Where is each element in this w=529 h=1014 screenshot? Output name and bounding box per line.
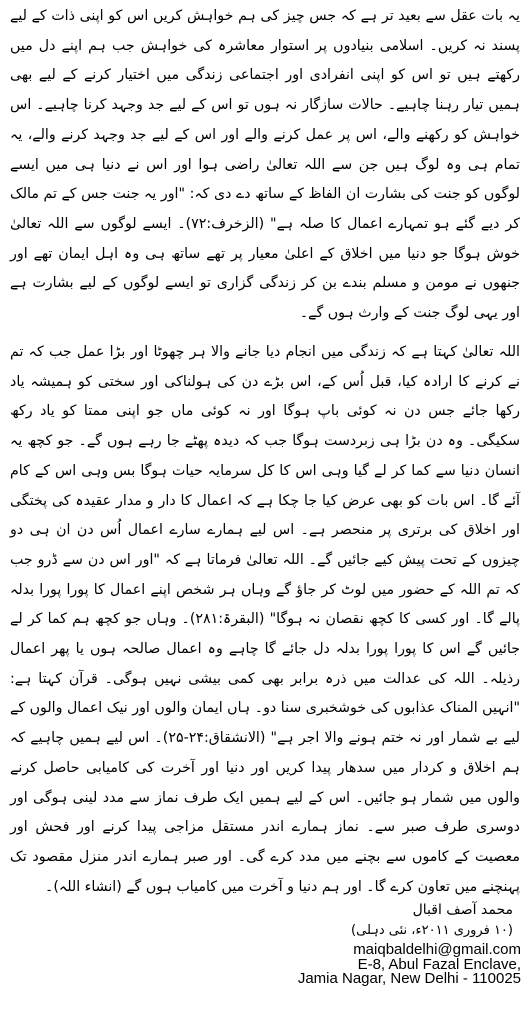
address-line-1: E-8, Abul Fazal Enclave, [357,956,521,973]
paragraph-1: یہ بات عقل سے بعید تر ہے کہ جس چیز کی ہم خواہش کریں اس کو اپنی ذات کے لیے پسند نہ کریں۔ اسلامی بنیادوں پر استوار معاشرہ کی خواہش جب ہم اپنے دل میں رکھتے ہیں تو اس کو اپنی انفرادی اور اجتماعی زندگی میں اختیار کرنے کے لیے بھی ہمیں تیار رہنا چاہیے۔ حالات سازگار نہ ہوں تو اس کے لیے جد وجہد کرنا چاہیے۔ اس خواہش کو رکھنے والے، اس پر عمل کرنے والے اور اس کے لیے جد وجہد کرنے والے، یہ تمام ہی وہ لوگ ہیں جن سے اللہ تعالیٰ راضی ہوا اور اس نے دنیا ہی میں ایسے لوگوں کو جنت کی بشارت ان الفاظ کے ساتھ دے دی کہ: "اور یہ جنت جس کے تم مالک کر دیے گئے ہو تمہارے اعمال کا صلہ ہے" (الزخرف:۷۲)۔ ایسے لوگوں سے اللہ تعالیٰ خوش ہوگا جو دنیا میں اخلاق کے اعلیٰ معیار پر تھے ساتھ ہی وہ اہل ایمان تھے اور جنھوں نے مومن و مسلم بندے بن کر زندگی گزاری تو ایسے لوگوں کے لیے بشارت ہے اور یہی لوگ جنت کے وارث ہوں گے۔ [10,8,520,322]
date-line: (۱۰ فروری ۲۰۱۱ء، نئی دہلی) [351,923,513,938]
author-email: maiqbaldelhi@gmail.com [353,941,521,958]
author-name: محمد آصف اقبال [412,902,513,918]
address-line-2: Jamia Nagar, New Delhi - 110025 [297,970,521,987]
paragraph-2: اللہ تعالیٰ کہتا ہے کہ زندگی میں انجام دیا جانے والا ہر چھوٹا اور بڑا عمل جب کہ تم نے کرنے کا ارادہ کیا، قبل اُس کے، اس بڑے دن کی ہولناکی اور سختی کو ہمیشہ یاد رکھا جائے جس دن نہ کوئی باپ ہوگا اور نہ کوئی ماں جو اپنی ممتا کو یاد رکھ سکیگی۔ وہ دن بڑا ہی زبردست ہوگا جب کہ دیدہ پھٹے جا رہے ہوں گے۔ جو کچھ یہ انسان دنیا سے کما کر لے گیا وہی اس کا کل سرمایہ حیات ہوگا بس وہی اس کے کام آئے گا۔ اس بات کو بھی عرض کیا جا چکا ہے کہ اعمال کا دار و مدار عقیدہ کی پختگی اور اخلاق کی برتری پر منحصر ہے۔ اس لیے ہمارے سارے اعمال اُس دن ان ہی دو چیزوں کے تحت پیش کیے جائیں گے۔ اللہ تعالیٰ فرماتا ہے کہ "اور اس دن سے ڈرو جب کہ تم اللہ کے حضور میں لوٹ کر جاؤ گے وہاں ہر شخص اپنے اعمال کا پورا پورا بدلہ پالے گا۔ اور کسی کا کچھ نقصان نہ ہوگا" (البقرۃ:۲۸۱)۔ وہاں جو کچھ ہم کما کر لے جائیں گے اس کا پورا پورا بدلہ دل جائے گا چاہے وہ اعمال صالحہ ہوں یا پھر اعمال رذیلہ۔ اللہ کی عدالت میں ذرہ برابر بھی کمی بیشی نہیں ہوگی۔ قرآن کہتا ہے: "انہیں المناک عذابوں کی خوشخبری سنا دو۔ ہاں ایمان والوں اور نیک اعمال والوں کے لیے بے شمار اور نہ ختم ہونے والا اجر ہے" (الانشقاق:۲۴-۲۵)۔ اس لیے ہمیں چاہیے کہ ہم اخلاق و کردار میں سدھار پیدا کریں اور دنیا اور آخرت کی کامیابی حاصل کرنے والوں میں شمار ہو جائیں۔ اس کے لیے ہمیں ایک طرف نماز سے مدد لینی ہوگی اور دوسری طرف صبر سے۔ نماز ہمارے اندر مستقل مزاجی پیدا کرنے اور فحش اور معصیت کے کاموں سے بچنے میں مدد کرے گی۔ اور صبر ہمارے اندر منزل مقصود تک پہنچنے میں تعاون کرے گا۔ اور ہم دنیا و آخرت میں کامیاب ہوں گے (انشاء اللہ)۔ [10,344,520,895]
